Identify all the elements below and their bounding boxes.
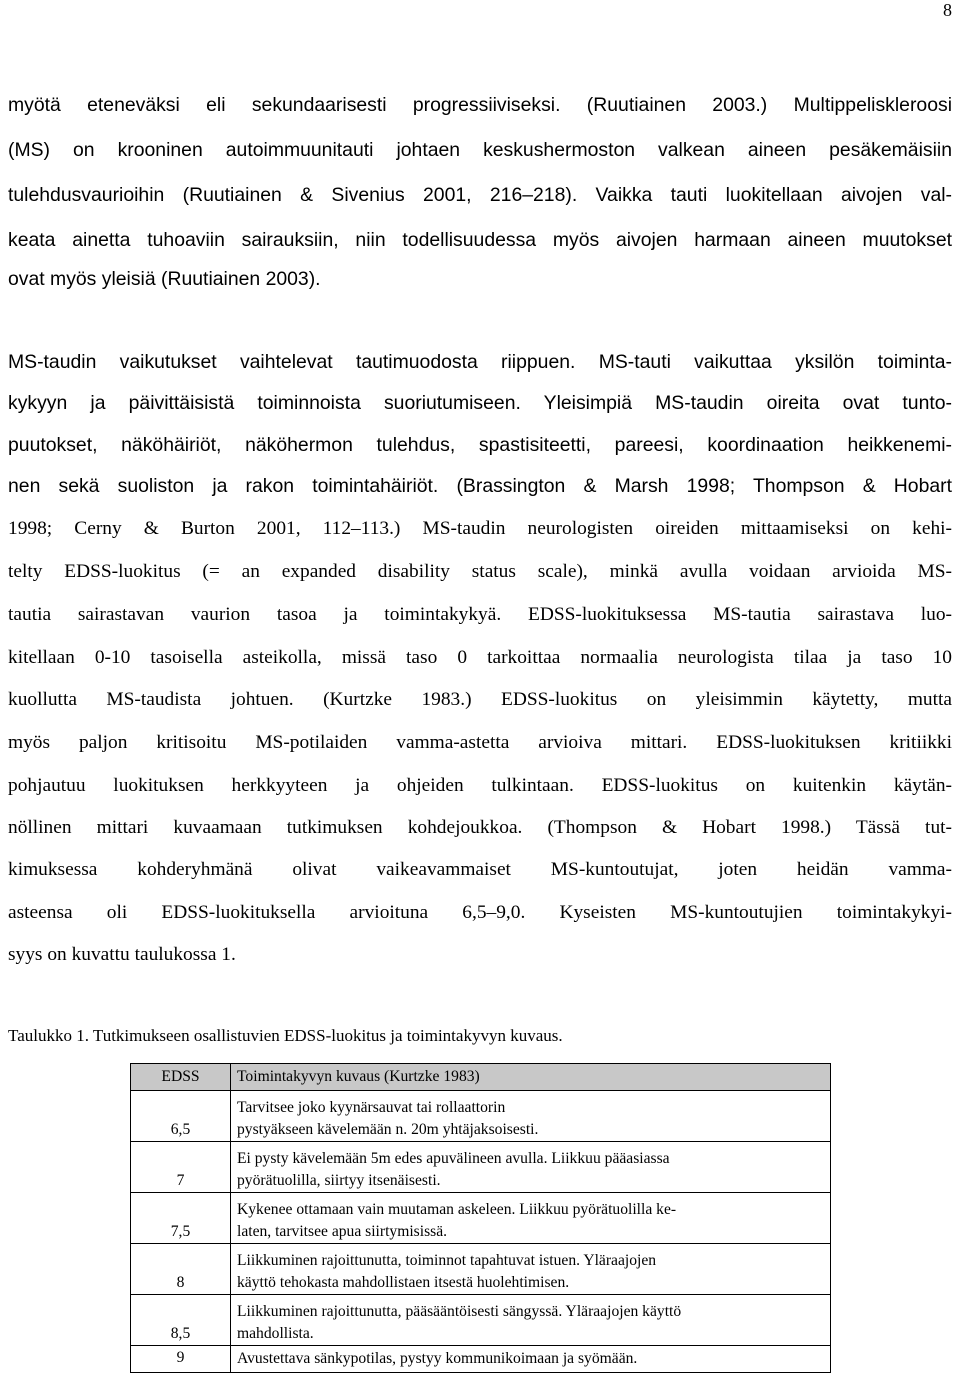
description-line: laten, tarvitsee apua siirtymisissä. [237, 1223, 448, 1240]
edss-value: 7 [131, 1142, 231, 1193]
text-line: syys on kuvattu taulukossa 1. [8, 944, 236, 965]
table-row [131, 1142, 831, 1193]
text-line: kimuksessa kohderyhmänä olivat vaikeavammaiset MS-kuntoutujat, joten heidän vamma- [8, 859, 952, 880]
text-line: 1998; Cerny & Burton 2001, 112–113.) MS-taudin neurologisten oireiden mittaamiseksi on kehi- [8, 518, 952, 539]
text-line: tulehdusvaurioihin (Ruutiainen & Sivenius 2001, 216–218). Vaikka tauti luokitellaan aivojen val- [8, 184, 952, 206]
description-cell [231, 1295, 831, 1346]
text-line: kitellaan 0-10 tasoisella asteikolla, missä taso 0 tarkoittaa normaalia neurologista tilaa ja taso 10 [8, 647, 952, 668]
text-line: tautia sairastavan vaurion tasoa ja toimintakykyä. EDSS-luokituksessa MS-tautia sairastava luo- [8, 604, 952, 625]
description-cell [231, 1193, 831, 1244]
table-row [131, 1346, 831, 1373]
text-line: myötä eteneväksi eli sekundaarisesti progressiiviseksi. (Ruutiainen 2003.) Multippeliskleroosi [8, 94, 952, 116]
column-header-edss: EDSS [131, 1064, 231, 1091]
description-line: Kykenee ottamaan vain muutaman askeleen. Liikkuu pyörätuolilla ke- [237, 1201, 677, 1218]
description-line: pystyäkseen kävelemään n. 20m yhtäjaksoisesti. [237, 1121, 539, 1138]
table-row [131, 1091, 831, 1142]
text-line: nen sekä suoliston ja rakon toimintahäiriöt. (Brassington & Marsh 1998; Thompson & Hobart [8, 475, 952, 497]
edss-value: 9 [131, 1346, 231, 1373]
edss-value: 8,5 [131, 1295, 231, 1346]
text-line: MS-taudin vaikutukset vaihtelevat tautimuodosta riippuen. MS-tauti vaikuttaa yksilön toiminta- [8, 351, 952, 373]
table-caption: Taulukko 1. Tutkimukseen osallistuvien EDSS-luokitus ja toimintakyvyn kuvaus. [8, 1026, 563, 1045]
text-line: (MS) on krooninen autoimmuunitauti johtaen keskushermoston valkean aineen pesäkemäisiin [8, 139, 952, 161]
description-line: Liikkuminen rajoittunutta, toiminnot tapahtuvat istuen. Yläraajojen [237, 1252, 657, 1269]
text-line: puutokset, näköhäiriöt, näköhermon tulehdus, spastisiteetti, pareesi, koordinaation heikkenemi- [8, 434, 952, 456]
table-row [131, 1295, 831, 1346]
description-line: käyttö tehokasta mahdollistaen itsestä huolehtimisen. [237, 1274, 570, 1291]
page-number: 8 [943, 0, 952, 20]
text-line: myös paljon kritisoitu MS-potilaiden vamma-astetta arvioiva mittari. EDSS-luokituksen kritiikki [8, 732, 952, 753]
edss-value: 6,5 [131, 1091, 231, 1142]
description-line: mahdollista. [237, 1325, 314, 1342]
description-line: Ei pysty kävelemään 5m edes apuvälineen avulla. Liikkuu pääasiassa [237, 1150, 670, 1167]
description-line: Liikkuminen rajoittunutta, pääsääntöisesti sängyssä. Yläraajojen käyttö [237, 1303, 682, 1320]
description-cell [231, 1142, 831, 1193]
edss-value: 8 [131, 1244, 231, 1295]
description-cell [231, 1091, 831, 1142]
table-row [131, 1244, 831, 1295]
table-row [131, 1193, 831, 1244]
description-line: Tarvitsee joko kyynärsauvat tai rollaattorin [237, 1099, 506, 1116]
description-cell: Avustettava sänkypotilas, pystyy kommunikoimaan ja syömään. [231, 1346, 831, 1373]
description-cell [231, 1244, 831, 1295]
edss-table [130, 1063, 831, 1373]
text-line: asteensa oli EDSS-luokituksella arvioituna 6,5–9,0. Kyseisten MS-kuntoutujien toimintakykyi- [8, 902, 952, 923]
edss-value: 7,5 [131, 1193, 231, 1244]
text-line: ovat myös yleisiä (Ruutiainen 2003). [8, 268, 321, 290]
column-header-description: Toimintakyvyn kuvaus (Kurtzke 1983) [231, 1064, 831, 1091]
text-line: keata ainetta tuhoaviin sairauksiin, niin todellisuudessa myös aivojen harmaan aineen muutokset [8, 229, 952, 251]
text-line: kykyyn ja päivittäisistä toiminnoista suoriutumiseen. Yleisimpiä MS-taudin oireita ovat tunto- [8, 392, 952, 414]
text-line: pohjautuu luokituksen herkkyyteen ja ohjeiden tulkintaan. EDSS-luokitus on kuitenkin käytän- [8, 775, 952, 796]
text-line: kuollutta MS-taudista johtuen. (Kurtzke 1983.) EDSS-luokitus on yleisimmin käytetty, mutta [8, 689, 952, 710]
table-header-row [131, 1064, 831, 1091]
text-line: telty EDSS-luokitus (= an expanded disability status scale), minkä avulla voidaan arvioida MS- [8, 561, 952, 582]
text-line: nöllinen mittari kuvaamaan tutkimuksen kohdejoukkoa. (Thompson & Hobart 1998.) Tässä tut- [8, 817, 952, 838]
description-line: pyörätuolilla, siirtyy itsenäisesti. [237, 1172, 441, 1189]
